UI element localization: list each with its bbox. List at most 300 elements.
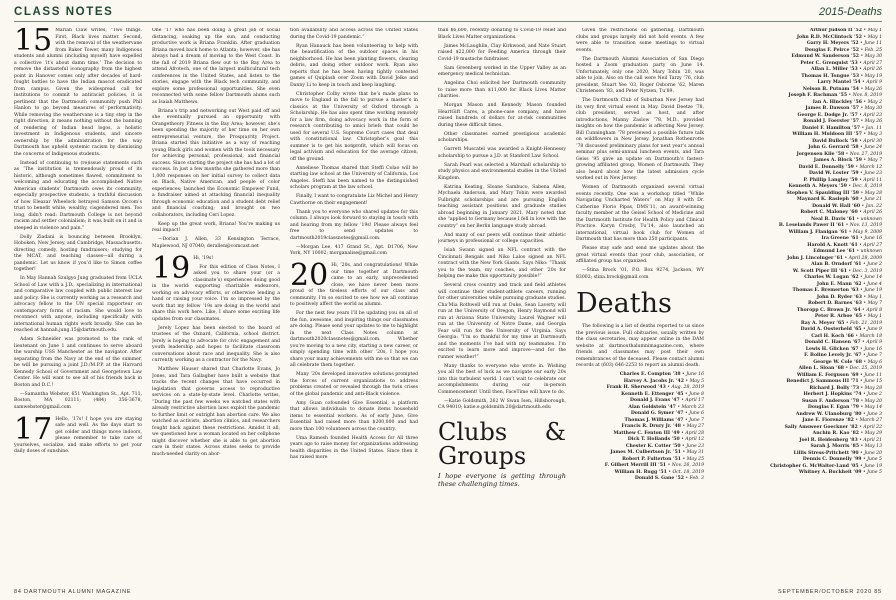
paragraph: —Samantha Webster, 651 Washington St., Apt. 711, Boston, MA 02111; (484) 356-3678, samwebster@gmail.com <box>14 391 142 410</box>
death-name: Jane E. Fiorenze ’82 <box>802 418 854 423</box>
section-subtitle: 2015-Deaths <box>819 6 882 18</box>
death-name: James A. Block ’59 <box>813 158 862 163</box>
death-name: Lewis H. Glicken ’67 <box>805 346 859 352</box>
paragraph: The Dartmouth Alumni Association of San Diego hosted a Zoom graduation party on June 14. Unfortunately, only one 2020, Mary Tobin ’20, was able to join. Also on the call were Neil Tarzy ’76, club president, Stuart Yee ’03, Roger Osborne ’62, Maren Christensen ’83, and Peter Nytzen, Tu’89. <box>576 56 704 94</box>
death-date: June 23 <box>686 443 704 449</box>
death-name: Donald W. Hall ’60 <box>812 203 861 209</box>
death-name: Larry Mantel ’54 <box>817 80 861 85</box>
death-entry: Thomas J. Williams ’47 • June 7 <box>624 417 704 423</box>
death-name: Allen L. Sloan ’68 <box>798 366 844 371</box>
death-name: Christopher G. McWalter-Land ’05 <box>770 463 859 469</box>
death-date: April 9 <box>866 80 882 85</box>
paragraph: Given the restrictions on gathering, Dartmouth clubs and groups largely did not hold events. A few were able to transition some meetings to virtual events. <box>576 28 704 53</box>
death-entry: Arthur Judson II ’52 • May 1 <box>809 28 882 33</box>
death-entry: Maynard K. Rasleph ’60 • June 21 <box>796 197 882 202</box>
paragraph: Hello, ’17s! I hope you are staying safe and well. As the days start to get colder and things move indoors, please remember to take care of yourselves, socialize, and make efforts to get your daily doses of sunshine. <box>14 416 142 454</box>
paragraph: Matthew Hauser shared that Charlotte Evans, Jo Jones, and Tara Gallagher have built a website that tracks the recent changes that have occurred in legislation that governs access to reproductive services on a state-by-state level. Charlotte writes, “During the past few weeks we watched states with already restrictive abortion laws exploit the pandemic to further limit or outright ban abortion care. We also watched as activists, abortion clinics, and researchers fought back against these restrictions. Amidst it all, we questioned how a woman located on her cellphone might discover whether she is able to get abortion care in their states. Across states seeks to provide much-needed clarity on abor- <box>152 367 280 457</box>
death-name: John R.D. McClintock ’52 <box>796 34 862 40</box>
death-entry: B. Leselands Pawer II ’61 • Nov. 13, 2019 <box>778 223 882 228</box>
death-entry: Sally Amsweer Goeckner ’82 • April 22 <box>784 424 882 430</box>
paragraph: Morgan Mason and Kennedy Mason founded HeartGift Cares, a phone-case company, and have raised hundreds of dollars for at-risk communities during these difficult times. <box>438 103 566 128</box>
death-entry: Francis R. Drury Jr. ’48 • May 27 <box>621 424 704 429</box>
death-entry: Charles W. Logan ’62 • June 14 <box>804 275 882 280</box>
death-name: William H. Muldoon III ’57 <box>792 132 862 137</box>
death-entry: Alan Goldstein ’47 • March 23 <box>628 404 704 410</box>
death-entry: William J. Flanigan ’61 • May 9, 2009 <box>788 229 882 235</box>
death-entry: John G. Gerrard ’58 • June 24 <box>808 145 882 150</box>
death-entry: Sarah J. Morris ’85 • May 13 <box>810 444 882 449</box>
death-date: June 7 <box>867 353 882 358</box>
death-entry: Douglas F. Peirce ’52 • Feb. 25 <box>804 47 882 53</box>
death-entry: Carl H. Koch ’66 • March 18 <box>811 333 882 339</box>
paragraph: tion availability and access across the United States during the Covid-19 pandemic.” <box>290 28 418 40</box>
death-entry: Peter C. Grenquist ’53 • April 27 <box>800 60 882 66</box>
paragraph: Angelina Choi solicited her Dartmouth community to raise more than $11,000 for Black Lives Matter charities. <box>438 81 566 99</box>
death-date: May 28 <box>864 385 882 391</box>
column-1 <box>14 28 142 580</box>
death-entry: Nelson B. Putnam ’54 • May 26 <box>802 86 882 92</box>
death-name: Thomas J. Williams ’47 <box>624 417 684 423</box>
death-name: Donald G. Symer ’47 <box>630 411 684 416</box>
footer-right: SEPTEMBER/OCTOBER 2020 85 <box>778 589 882 595</box>
death-entry: Ian A. Hinckley ’56 • May 2 <box>812 99 882 105</box>
death-entry: James M. Culbertson Jr. ’51 • May 31 <box>610 450 704 455</box>
death-date: May 5 <box>689 378 704 384</box>
death-date: May 26 <box>864 119 882 124</box>
death-name: Ray A. Meyer ’65 <box>800 320 845 326</box>
death-name: F. Gilbert Merrill III ’51 <box>604 463 667 468</box>
paragraph: Uma Ramesh founded Health Access for All three years ago to raise money for organizations addressing health disparities in the United States. Since then it has raised more <box>290 435 418 460</box>
death-name: Ira Greene ’61 <box>821 236 859 241</box>
death-date: unknown <box>860 216 882 222</box>
death-name: David W. Lester ’59 <box>808 171 859 176</box>
paragraph: Sarah Pearl was selected a Marshall scholarship to study physics and environmental studies in the United Kingdom. <box>438 162 566 181</box>
death-name: Daniel F. Hamilton ’57 <box>801 125 861 131</box>
death-name: Francis R. Drury Jr. ’48 <box>621 424 682 429</box>
paragraph: Hi, ’19s! <box>193 255 214 261</box>
death-date: May 30 <box>864 54 882 59</box>
death-name: John E. Mann ’62 <box>816 281 862 287</box>
death-entry: Neal B. Davis ’61 • unknown <box>810 216 882 222</box>
death-name: James B. Dawson ’57 <box>805 106 860 111</box>
death-date: June 3 <box>867 411 882 417</box>
class-year-15: 15 <box>14 28 53 58</box>
death-date: April 30 <box>863 138 882 144</box>
paragraph: than $6,600, recently donating to Covid-19 relief and Black Lives Matter organizations. <box>438 28 566 40</box>
death-name: Frank H. Sherwood ’43 <box>606 385 666 390</box>
death-entry: William H. Rugg ’51 • Oct. 18, 2019 <box>614 469 704 475</box>
death-entry: Thomas E. Bremerton ’63 • June 19 <box>792 288 882 293</box>
death-name: F. Boline Levely Jr. ’67 <box>804 353 862 358</box>
clubs-groups-title: Clubs & Groups <box>438 417 566 470</box>
death-name: P. Phillip Langley ’59 <box>803 177 858 183</box>
death-entry: Harvey A. Jacobs Jr. ’42 • May 5 <box>623 378 704 384</box>
death-name: Thoropp C. Brown Jr. ’64 <box>796 307 861 313</box>
death-entry: Stephen V. Spaulding III ’59 • May 28 <box>786 190 882 196</box>
death-entry: Susan F. Anderson ’78 • May 20 <box>801 398 882 404</box>
death-date: June 19 <box>864 463 882 469</box>
death-name: David A. Oosterheld ’65 <box>800 327 862 332</box>
death-name: Dennis C. Donnelly ’99 <box>802 457 862 462</box>
column-3 <box>290 28 418 580</box>
death-date: June 23 <box>864 171 882 176</box>
death-date: Nov. 27, 2019 <box>849 151 882 157</box>
death-entry: David A. Oosterheld ’65 • June 9 <box>800 327 882 332</box>
death-entry: Ray A. Meyer ’65 • Feb. 21, 2019 <box>800 320 882 326</box>
death-name: Peter C. Grenquist ’53 <box>800 60 858 66</box>
class-year-17: 17 <box>14 411 53 447</box>
death-date: May 1 <box>867 28 882 33</box>
death-date: June 11 <box>864 372 882 378</box>
paragraph: Sam Greenberg worked in the Upper Valley as an emergency medical technician. <box>438 65 566 77</box>
death-date: April 9 <box>866 340 882 345</box>
death-date: Feb. 3 <box>689 476 704 481</box>
death-date: April 23 <box>863 112 882 118</box>
paragraph: —Morgan Lee, 417 Grand St., Apt. D1706, New York, NY 10002; morganalise@gmail.com <box>290 244 418 256</box>
paragraph: The following is a list of deaths reported to us since the previous issue. Full obituaries, usually written by the class secretaries, may appear online in the DAM website at dartmouthalumnimagazine.com, where friends and classmates may post their own remembrances of the deceased. Please contact alumni records at (603) 646-2253 to report an alumni death. <box>576 324 704 368</box>
death-entry: Jorgensen Kile ’58 • Nov. 27, 2019 <box>796 151 882 157</box>
death-name: Whitney A. Buckheit ’09 <box>798 470 862 475</box>
death-entry: Matthew C. Fenton III ’49 • April 28 <box>613 430 704 436</box>
death-date: April 12 <box>685 437 704 442</box>
death-name: Susan F. Anderson ’78 <box>801 398 860 404</box>
death-entry: Peter R. Arboe ’65 • May 1 <box>814 314 882 319</box>
paragraph: Ryan Hanauck has been volunteering to help with the beautification of the outdoor spaces in his neighborhood. He has been planting flowers, clearing debris, and doing other outdoor work. Ryan also reports that he has been having tightly contested games of Quiplash over Zoom with David Jelke and Danny Li to keep in touch and keep laughing. <box>290 43 418 88</box>
death-name: Carl H. Koch ’66 <box>811 333 854 339</box>
death-name: Thomas H. Tongue ’53 <box>801 73 860 79</box>
death-name: Kenneth E. Ettenger ’45 <box>621 391 684 397</box>
death-name: David Bullock ’58 <box>812 138 858 144</box>
death-date: May 1 <box>867 314 882 319</box>
death-name: Douglas F. Egan ’79 <box>807 405 860 410</box>
death-date: Nov. 13, 2019 <box>849 223 882 228</box>
death-date: May 25 <box>686 456 704 462</box>
death-name: George W. Cole ’68 <box>813 359 862 365</box>
death-date: May 1 <box>867 34 882 40</box>
death-date: Nov. 26, 2019 <box>671 463 704 468</box>
death-name: Sarah J. Morris ’85 <box>810 444 860 449</box>
paragraph: Garrett Muscatel was awarded a Knight-Hennessy scholarship to pursue a J.D. at Stanford Law School. <box>438 147 566 159</box>
death-date: June 14 <box>864 275 882 280</box>
class-20-notes <box>290 258 418 462</box>
death-entry: Robert P. Fulterton ’51 • May 25 <box>622 456 704 462</box>
death-date: March 27 <box>859 418 882 423</box>
death-date: April 27 <box>863 242 882 248</box>
death-name: Dick T. Hollands ’50 <box>627 437 680 442</box>
death-date: June 8 <box>689 391 704 397</box>
death-name: Alan Goldstein ’47 <box>628 404 676 410</box>
death-entry: Joseph F. Bachman ’55 • Nov. 8, 2019 <box>788 93 882 98</box>
death-entry: Christopher G. McWalter-Land ’05 • June 19 <box>770 463 882 469</box>
death-entry: John D. Ryder ’63 • May 1 <box>816 294 882 300</box>
paragraph: Christopher Colby wrote that he’s made plans to move to England in the fall to pursue a master’s in classics at the University of Oxford through a Scholarship. He has also spent time working remotely for a law firm, doing advocacy work in the form of research contributing to amici briefs that could be used for several U.S. Supreme Court cases that deal with constitutional law. Christopher’s goal this summer is to get his nonprofit, which will focus on legal activism and education for the average citizen, off the ground. <box>290 91 418 162</box>
death-name: Allan L. Miller ’53 <box>811 67 858 72</box>
paragraph: Briana’s trip and networking out West paid off and she eventually pursued an opportunity with Orangetheory Fitness in the Bay Area; however, she’s been spending the majority of her time on her own entrepreneurial venture, the Prosp(a)rity Project. Briana started this initiative as a way of reaching young Black girls and women with the tools necessary for achieving personal, professional, and financial success. Since starting the project she has had a lot of success. In just a few months she gathered more than 1,000 responses on her initial survey to collect data on Black, Native American, and people of color experiences; launched the Economic Empower Fund, a fundraiser aimed at attacking financial inequality through economic education and a student debt relief and financial coaching; and brought on two collaborators, including Ceri Lopez. <box>152 108 280 218</box>
death-date: Jan. 11 <box>865 125 882 131</box>
death-date: June 7 <box>689 417 704 423</box>
deaths-intro <box>576 324 704 370</box>
death-name: Ronald J. Foerster ’57 <box>803 119 860 124</box>
clubs-groups-notes <box>576 28 704 281</box>
death-name: John J. Lincolnger ’61 <box>787 255 844 261</box>
death-name: W. Scott Piper III ’61 <box>792 268 847 274</box>
footer-left: 84 DARTMOUTH ALUMNI MAGAZINE <box>14 589 132 595</box>
death-entry: Lillis Stress-Pritchett ’90 • June 20 <box>793 450 882 456</box>
clubs-groups-intro: I hope everyone is getting through these challenging times. <box>438 471 566 488</box>
death-entry: Donald W. Hall ’60 • Jan. 22 <box>812 203 882 209</box>
death-name: Nelson B. Putnam ’54 <box>802 86 860 92</box>
death-entry: Ronald J. Foerster ’57 • May 26 <box>803 119 882 124</box>
paragraph: And many of our peers will continue their athletic journeys in professional or college capacities. <box>438 232 566 244</box>
death-name: Ian A. Hinckley ’56 <box>812 99 862 105</box>
death-date: Dec. 8, 2019 <box>852 184 882 189</box>
death-entry: David Bullock ’58 • April 30 <box>812 138 882 144</box>
death-entry: Frank H. Sherwood ’43 • Aug. 28, 2019 <box>606 385 704 390</box>
class-19-notes <box>152 250 280 459</box>
death-entry: Joel R. Heidenberg ’83 • April 21 <box>799 437 882 443</box>
death-entry: Donald J. Evans ’47 • April 17 <box>630 398 704 403</box>
death-entry: Harold A. Knott ’61 • April 27 <box>807 242 882 248</box>
column-6-deaths-list <box>716 28 882 580</box>
death-date: Jan. 22 <box>865 203 882 209</box>
death-date: June 2 <box>867 392 882 397</box>
paragraph: Women of Dartmouth organized several virtual events recently. One was a workshop titled “While Navigating Uncharted Waters” on May 8 with Dr. Catherine Florio Pipas, DMS’11, an award-winning faculty member at the Geisel School of Medicine and the Dartmouth Institute for Health Policy and Clinical Practice. Karyn Crosby, Tu’14, also launched an international, virtual book club for Women of Dartmouth that has more than 250 participants. <box>576 185 704 242</box>
death-name: Stephen V. Spaulding III ’59 <box>786 190 860 196</box>
death-date: April 26 <box>863 67 882 72</box>
death-entry: Edmund Lee ’61 • unknown <box>813 249 882 254</box>
death-entry: Douglas F. Egan ’79 • May 14 <box>807 405 882 410</box>
death-name: Charles E. Compton ’38 <box>619 372 681 377</box>
death-date: May 3 <box>867 132 882 137</box>
death-date: April 8 <box>866 307 882 313</box>
death-name: Lillis Stress-Pritchett ’90 <box>793 450 859 456</box>
paragraph: Finally, I want to congratulate Liz Michel and Henry Cawthorne on their engagement! <box>290 194 418 206</box>
death-name: James M. Culbertson Jr. ’51 <box>610 450 682 455</box>
death-entry: George E. Dodge Jr. ’57 • April 23 <box>797 112 882 118</box>
class-year-20: 20 <box>290 258 329 293</box>
death-name: Charles W. Logan ’62 <box>804 275 859 280</box>
class-year-19: 19 <box>152 250 191 286</box>
column-2 <box>152 28 280 580</box>
paragraph: Dolly Ziadani is bouncing between Brooklyn, Hoboken, New Jersey, and Cambridge, Massachusetts: directing comedy, hosting fundraisers; studying for the MCAT, and teaching classes—all during a pandemic. Let us know if you’d like to Simon coffee together! <box>14 234 142 272</box>
death-date: June 5 <box>867 457 882 462</box>
death-date: Feb. 25 <box>864 47 882 53</box>
paragraph: One ’17 who has been doing a great job of social distancing, soaking up the sun, and conducting productive work is Briana Franklin. After graduation Briana moved back home to Atlanta; however, she has always had a dream of moving to the West Coast. In the fall of 2019 Briana flew out to the Bay Area to attend Afrotech, one of the largest multicultural tech conferences in the United States, and listen to the stories, engage with the Black tech community, and explore some professional opportunities. She even reconnected with some fellow Dartmouth alums such as Isaiah Matthews. <box>152 28 280 105</box>
death-date: Dec. 3, 2019 <box>852 268 882 274</box>
death-name: Richard J. Bolly ’73 <box>809 385 860 391</box>
death-name: Alan B. Orndorf ’61 <box>811 262 862 267</box>
death-name: Anchin R. Kao ’82 <box>812 431 860 436</box>
death-date: May 28 <box>864 190 882 196</box>
death-date: Feb. 21, 2019 <box>850 320 882 326</box>
death-date: May 1 <box>867 294 882 300</box>
death-name: Thomas E. Bremerton ’63 <box>792 288 859 293</box>
death-date: April 28 <box>685 430 704 436</box>
death-entry: John E. Mann ’62 • June 4 <box>816 281 882 287</box>
death-date: May 7 <box>867 158 882 163</box>
death-entry: Anchin R. Kao ’82 • May 29 <box>812 431 882 436</box>
death-entry: Ira Greene ’61 • June 16 <box>821 236 882 241</box>
class-19-notes-cont <box>290 28 418 258</box>
death-entry: Daniel F. Hamilton ’57 • Jan. 11 <box>801 125 882 131</box>
death-date: May 29 <box>864 431 882 436</box>
death-name: Maynard K. Rasleph ’60 <box>796 197 859 202</box>
header-rule <box>14 21 882 22</box>
death-entry: Allen L. Sloan ’68 • Dec. 25, 2019 <box>798 366 882 371</box>
death-date: Oct. 18, 2019 <box>672 469 704 475</box>
death-entry: Larry Mantel ’54 • April 9 <box>817 80 882 85</box>
death-entry: David W. Lester ’59 • June 23 <box>808 171 882 176</box>
death-name: Edmund W. Sanderson ’52 <box>791 54 860 59</box>
death-name: Harvey A. Jacobs Jr. ’42 <box>623 378 684 384</box>
death-entry: Dick T. Hollands ’50 • April 12 <box>627 437 704 442</box>
death-entry: Dennis C. Donnelly ’99 • June 5 <box>802 457 882 462</box>
death-entry: John R.D. McClintock ’52 • May 1 <box>796 34 882 40</box>
column-4 <box>438 28 566 580</box>
death-date: April 27 <box>863 60 882 66</box>
death-date: June 19 <box>864 288 882 293</box>
deaths-list-start <box>576 372 704 483</box>
death-name: Harold A. Knott ’61 <box>807 242 858 248</box>
death-date: April 21 <box>863 437 882 443</box>
death-name: Benedict J. Sammons III ’71 <box>786 379 859 384</box>
death-date: unknown <box>860 249 882 254</box>
death-entry: Garry H. Meyers ’52 • June 11 <box>806 41 882 46</box>
death-entry: Benedict J. Sammons III ’71 • June 15 <box>786 379 882 384</box>
death-date: May 7 <box>867 301 882 306</box>
death-entry: William H. Muldoon III ’57 • May 3 <box>792 132 882 137</box>
death-entry: W. Scott Piper III ’61 • Dec. 3, 2019 <box>792 268 882 274</box>
death-date: May 30 <box>864 106 882 111</box>
death-date: June 9 <box>867 327 882 332</box>
paragraph: —Stina Brock ’01, P.O. Box 9274, Jackson, WY 83002; stina.brock@gmail.com <box>576 268 704 280</box>
paragraph: Hi, ’20s, and congratulations! While our time together at Dartmouth came to an early, unprecedented close, we have never been more proud of the tireless efforts of our class and community. I’m so excited to see how we all continue to positively affect the world as alumni. <box>290 263 418 307</box>
death-entry: Kenneth A. Meyers ’59 • Dec. 8, 2019 <box>788 184 882 189</box>
death-name: Sally Amsweer Goeckner ’82 <box>784 424 858 430</box>
death-entry: Lewis H. Glicken ’67 • June 16 <box>805 346 882 352</box>
death-date: June 2 <box>867 262 882 267</box>
death-entry: Richard J. Bolly ’73 • May 28 <box>809 385 882 391</box>
death-entry: Robert D. Barnes ’63 • May 7 <box>808 301 882 306</box>
death-name: John G. Gerrard ’58 <box>808 145 859 150</box>
death-name: Garry H. Meyers ’52 <box>806 41 859 46</box>
death-date: April 26 <box>863 210 882 215</box>
death-date: Aug. 28, 2019 <box>671 385 704 390</box>
death-name: Herbert J. Hopkins ’74 <box>803 392 862 397</box>
death-entry: F. Gilbert Merrill III ’51 • Nov. 26, 2019 <box>604 463 704 468</box>
section-title: CLASS NOTES <box>14 6 114 18</box>
death-date: May 14 <box>864 405 882 410</box>
death-date: March 18 <box>859 333 882 339</box>
death-name: Donald S. Gane ’52 <box>634 476 684 481</box>
paragraph: Katrina Keating, Sloane Sambuco, Sabena Allen, Mychaela Anderson, and Mary Tobin were awarded Fulbright scholarships and are pursuing English teaching assistant positions and graduate studies abroad beginning in January 2021. Mary noted that she “applied to Germany because I fell in love with the country” on her Berlin language study abroad. <box>438 184 566 229</box>
death-date: May 13 <box>864 444 882 449</box>
paragraph: Thank you to everyone who shared updates for this column. I always look forward to staying in touch with and hearing from my fellow ’19s! Please always feel free to send updates to dartmouth2019classnotes@gmail.com. <box>290 209 418 241</box>
death-date: May 2 <box>867 99 882 105</box>
death-date: April 28, 2009 <box>848 255 882 261</box>
paragraph: —Katie Goldsmith, 262 W Swan Isen, Hillsborough, CA 94010; katie.e.goldsmith.20@dartmouth.edu <box>438 398 566 410</box>
death-name: Douglas F. Peirce ’52 <box>804 47 859 53</box>
death-date: May 19 <box>864 73 882 79</box>
death-name: John D. Ryder ’63 <box>816 294 862 300</box>
death-name: Arthur Judson II ’52 <box>809 28 862 33</box>
death-name: William J. Flanigan ’61 <box>788 229 848 235</box>
death-entry: Herbert J. Hopkins ’74 • June 2 <box>803 392 882 397</box>
death-entry: F. Boline Levely Jr. ’67 • June 7 <box>804 353 882 358</box>
death-name: Jorgensen Kile ’58 <box>796 151 845 157</box>
death-entry: Alan B. Orndorf ’61 • June 2 <box>811 262 882 267</box>
death-entry: Robert C. Maloney ’60 • April 26 <box>800 210 882 215</box>
death-entry: James A. Block ’59 • May 7 <box>813 158 882 163</box>
death-name: David E. Donnelly ’59 <box>798 164 854 170</box>
death-entry: John J. Lincolnger ’61 • April 28, 2009 <box>787 255 882 261</box>
paragraph: Amy Guan cofounded Give Essential, a platform that allows individuals to donate items household items to essential workers. As of early June, Give Essential had raised more than $200,000 and had more than 100 volunteers across the country. <box>290 400 418 432</box>
paragraph: Adam Schneider was promoted to the rank of lieutenant on June 1 and continues to serve aboard the warship USS Manchester as the navigator. After separating from the Navy at the end of the summer, he will be pursuing a joint J.D./M.P.P. at the Harvard Kennedy School of Government and Georgetown Law Center. He will want to see all of his friends back in Boston and D.C.! <box>14 337 142 388</box>
paragraph: Several cross country and track and field athletes will continue their student-athlete careers, running for other universities while pursuing graduate studies. Cha’Mia Rothwell will run at Duke, Sean Laverty will run at the University of Oregon, Henry Raymond will run at Arizona State University, Laurel Wagner will run at the University of Notre Dame, and Georgia Fear will run for the University of Virginia. Says Georgia: “I’m so thankful for my time at Dartmouth and the moments I’ve had with my teammates. I’m excited to learn more and improve—and for the runner weather!” <box>438 283 566 360</box>
paragraph: Jerely Lopez has been elected to the board of trustees of the Oxnard, California, school district. Jerely is hoping to advocate for civic engagement and youth leadership and hopes to facilitate classroom conversations about race and inequality. She is also currently working as a contractor for the Navy. <box>152 325 280 363</box>
death-name: Matthew C. Fenton III ’49 <box>613 430 680 436</box>
death-date: June 15 <box>864 379 882 384</box>
paragraph: —Dorian J. Allen, 33 Kensington Terrace, Maplewood, NJ 07040; derallen@comcast.net <box>152 237 280 249</box>
paragraph: For this edition of Class Notes, I asked you to share your (or a classmate’s) experiences doing good in the world: supporting charitable endeavors, working on advocacy efforts, or otherwise lending a hand or raising your voice. I’m so impressed by the work that my fellow ’19s are doing in the world and share this work here. Like, I share some exciting life updates from our classmates. <box>152 264 280 322</box>
class-20-notes-cont <box>438 28 566 412</box>
death-date: April 11 <box>863 177 882 183</box>
death-entry: Donald G. Symer ’47 • June 6 <box>630 411 704 416</box>
class-15-notes <box>14 28 142 411</box>
paragraph: Mariah Claw writes, “Two things. First, Black lives matter. Second, with the removal of the weathervane from Baker Tower, many Indigenous students and alumni (including myself) have expelled a collective ‘it’s about damn time.’ The decision to remove the distasteful iconography from the highest point in Hanover comes only after decades of hard-fought battles to have the Indian mascot eradicated from campus. Given the widespread call for institutions to commit to antiracist policies, it is pertinent that the Dartmouth community push Phil Hanlon to go beyond measures of performativity. While removing the weathervane is a tiny step in the right direction, it means nothing without the banning of rendering of Indian head logos, a holistic investment in Indigenous students, and sincere ownership by the administration for the way Dartmouth has upheld systemic racism by dismissing the concerns of Indigenous students. <box>14 28 142 157</box>
death-name: Joel R. Heidenberg ’83 <box>799 437 858 443</box>
death-entry: Whitney A. Buckheit ’09 • June 5 <box>798 470 882 475</box>
death-date: May 31 <box>686 450 704 455</box>
death-entry: Kenneth E. Ettenger ’45 • June 8 <box>621 391 704 397</box>
death-date: June 16 <box>686 372 704 377</box>
death-name: Peter R. Arboe ’65 <box>814 314 862 319</box>
death-entry: Charles E. Compton ’38 • June 16 <box>619 372 704 377</box>
death-name: Robert P. Fulterton ’51 <box>622 456 682 462</box>
death-entry: Jane E. Fiorenze ’82 • March 27 <box>802 418 882 423</box>
death-date: March 23 <box>681 404 704 410</box>
death-name: Neal B. Davis ’61 <box>810 216 856 222</box>
death-name: Robert D. Barnes ’63 <box>808 301 862 306</box>
paragraph: The Dartmouth Club of Suburban New Jersey had its very first virtual event in May. David Deetze ’78, club president, served as host, and after introductions, Manny Zaslow ’78, M.D., provided insights on how the pandemic is affecting New Jersey. Bill Cunningham ’78 previewed a possible future talk on wildflowers in New Jersey. Jonathan Rothenrotte ’78 discussed preliminary plans for next year’s annual seminar plus semi-annual luncheon events, and Tara Geiss ’95 gave an update on Dartmouth’s fastest-growing affiliated group, Women of Dartmouth. They also heard about how the latest admission cycle worked out in New Jersey. <box>576 98 704 181</box>
death-entry: William E. Ferguson ’69 • June 11 <box>796 372 882 378</box>
death-name: George E. Dodge Jr. ’57 <box>797 112 858 118</box>
death-entry: Andrew W. Ulanoburg ’80 • June 3 <box>795 411 882 417</box>
death-name: Donald J. Evans ’47 <box>630 398 680 403</box>
death-entry: David E. Donnelly ’59 • March 12 <box>798 164 882 170</box>
paragraph: In May Hannah Szulgyo Jung graduated from UCLA School of Law with a J.D., specializing in international and comparative law coupled with public interest law and policy. She is currently working as a research and advocacy fellow to the UN special rapporteur on contemporary forms of racism. She would love to reconnect with anyone, including specifically with international human rights work broadly. She can be reached at hannah.jung.15@dartmouth.edu. <box>14 276 142 333</box>
death-date: June 24 <box>864 145 882 150</box>
death-date: June 20 <box>864 450 882 456</box>
death-date: May 6 <box>867 359 882 365</box>
deaths-title: Deaths <box>576 288 672 319</box>
class-17-notes-cont <box>152 28 280 250</box>
death-entry: Donald S. Gane ’52 • Feb. 3 <box>634 476 704 481</box>
death-date: Nov. 8, 2019 <box>852 93 882 98</box>
death-date: May 26 <box>864 86 882 92</box>
paragraph: Other classmates earned prestigious academic scholarships. <box>438 131 566 143</box>
death-entry: Allan L. Miller ’53 • April 26 <box>811 67 882 72</box>
death-date: June 5 <box>867 470 882 475</box>
death-entry: Donald C. Hansen ’67 • April 9 <box>804 340 882 345</box>
death-entry: Thoropp C. Brown Jr. ’64 • April 8 <box>796 307 882 313</box>
death-name: Chester K. Cotter ’50 <box>625 443 681 449</box>
paragraph: For the next few years I’ll be updating you on all of the fun, awesome, and inspiring things our classmates are doing. Please send your updates to me to highlight in the next Class Notes column at dartmouth2020classnotes@gmail.com. Whether you’re moving to a new city, starting a new career, or simply spending time with other ’20s, I hope you share your many achievements with me so that we can all celebrate them together. <box>290 311 418 368</box>
death-date: May 20 <box>864 398 882 404</box>
death-name: Robert C. Maloney ’60 <box>800 210 858 215</box>
death-name: William H. Rugg ’51 <box>614 469 667 475</box>
death-date: June 4 <box>867 281 882 287</box>
